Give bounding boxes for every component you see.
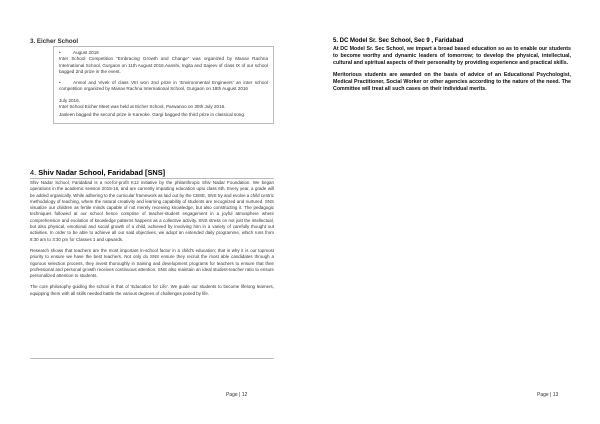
item-text: Jasleen bagged the second prize in Kareoke. Gargi bagged the third prize in classical song.: [59, 112, 246, 118]
section3-item: [59, 98, 268, 111]
page-number-right: Page | 13: [537, 392, 559, 398]
section4-heading: [30, 168, 165, 177]
page-number-left: Page | 12: [226, 392, 248, 398]
item-text: Inter School Competition “Embracing Growth and Change” was organized by Manav Rachna International School, Gurgaon on 11th August 2016.Aanshi, Ingita and Sajeev of class IX of our school bagged 2nd prize in the event.: [59, 56, 268, 74]
section5-paragraph: Meritorious students are awarded on the basis of advice of an Educational Psychologist, Medical Practitioner, Social Worker or other agencies according to the nature of the need. The Committee will treat all such cases on their individual merits.: [333, 72, 571, 92]
item-text: Anmol and Vivek of class VIII won 2nd prize in ‘Environmental Engineers’ an inter school competition organized by Manav Rachna International School, Gurgaon on 18th August 2016: [59, 80, 268, 92]
section4-paragraph: Research shows that teachers are the most important in-school factor in a child's education; that is why it is our topmost priority to ensure we have the best teachers. Not only do SNS ensure they recruit the most able candidates through a rigorous selection process, they invest thoroughly in training and development programs for teachers to ensure that their professional and personal growth receives continuous attention. SNS also maintain an ideal student-teacher ratio to ensure personalized attention to students.: [30, 247, 274, 279]
section3-heading: 3. Eicher School: [30, 38, 79, 45]
item-text: Inter School Eicher Meet was held at Eicher School, Parwanoo on 30th July 2016.: [59, 104, 226, 110]
section4-paragraph: The core philosophy guiding the school is that of 'Education for Life'. We guide our students to become lifelong learners, equipping them with all skills needed battle the various degrees of challenges posed by life.: [30, 284, 274, 296]
section3-box: [53, 46, 274, 124]
section3-item: [59, 50, 268, 75]
section4-number: 4.: [30, 168, 37, 177]
section4-body: [30, 180, 274, 302]
bullet-icon: •: [59, 50, 61, 55]
section5-body: [333, 46, 571, 98]
section3-item: [59, 112, 268, 118]
section4-top-rule: [30, 178, 274, 179]
item-title: July 2016.: [59, 97, 80, 103]
section4-title: Shiv Nadar School, Faridabad [SNS]: [38, 168, 166, 177]
section5-heading: 5. DC Model Sr. Sec School, Sec 9 , Faridabad: [333, 38, 464, 44]
section4-bottom-rule: [30, 358, 274, 359]
section3-item: [59, 80, 268, 93]
section5-paragraph: At DC Model Sr. Sec School, we impart a broad based education so as to enable our students to become worthy and dynamic leaders of tomorrow; to develop the physical, intellectual, cultural and spiritual aspects of their personality by providing experience and practical skills.: [333, 46, 571, 66]
section4-paragraph: Shiv Nadar School, Faridabad is a not-for-profit K12 initiative by the philanthropic Shiv Nadar Foundation. We began operations in the academic session 2015-16, and are currently imparting education upto class 6th. Every year, a grade will be added organically. While adhering to the curricular framework as laid out by the CBSE, SNS try and evolve a child centric methodology of teaching, where the natural creativity and learning capability of students are recognized and nurtured. SNS visualize our children as fertile minds capable of not merely receiving knowledge, but also constructing it. The pedagogic techniques followed at our school hence comprise of teacher-student engagement in a joyful atmosphere where comprehension and evolution of knowledge patterns happens as a collective activity. SNS stress on not just the intellectual, but also physical, emotional and social growth of a child, achieved by involving him in a variety of carefully thought out activities. In order to be able to achieve all our said objectives, we adopt an extended daily programme, which runs from 8:30 am to 3:30 pm for Classes 1 and upwards.: [30, 180, 274, 242]
item-title: August 2016: [73, 50, 99, 55]
bullet-icon: •: [59, 80, 61, 86]
